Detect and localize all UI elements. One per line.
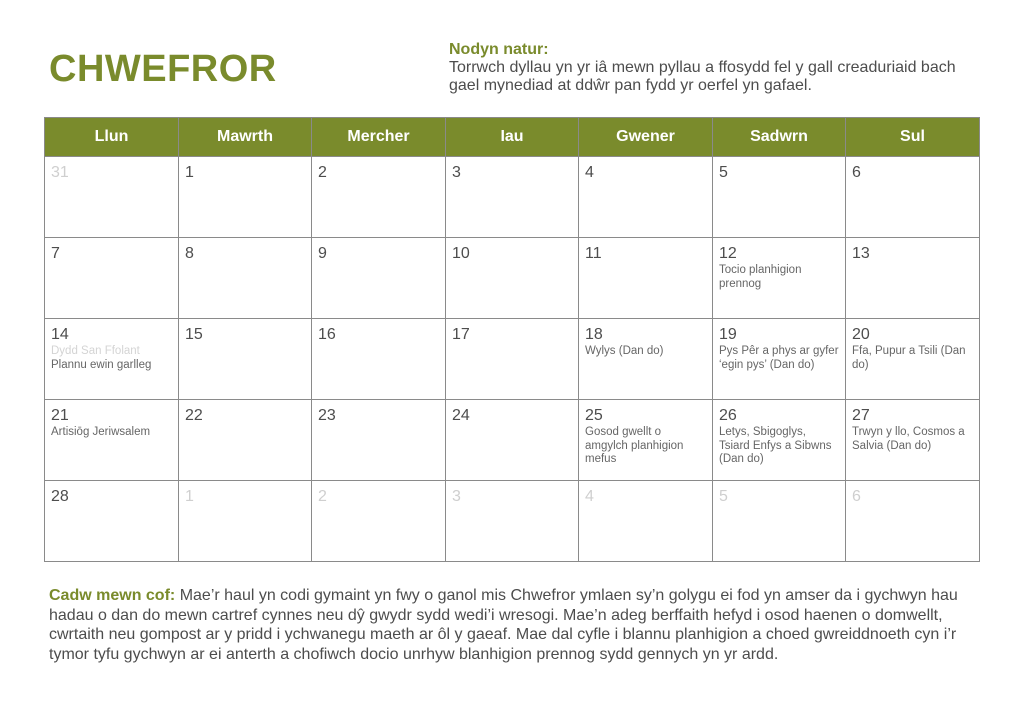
day-number: 18 [585, 326, 603, 343]
calendar-day-cell[interactable] [579, 319, 713, 400]
weekday-header: Mercher [312, 118, 446, 157]
calendar-day-cell[interactable] [846, 319, 980, 400]
calendar-day-cell[interactable] [579, 481, 713, 562]
calendar-week-row [45, 157, 980, 238]
calendar-day-cell[interactable] [579, 157, 713, 238]
day-number: 1 [185, 164, 194, 181]
day-event: Artisiōg Jeriwsalem [51, 426, 151, 438]
calendar-body [45, 157, 980, 562]
calendar-day-cell[interactable] [713, 319, 846, 400]
day-number: 20 [852, 326, 870, 343]
day-number: 17 [452, 326, 470, 343]
weekday-header-row [45, 118, 980, 157]
calendar-day-cell[interactable] [446, 400, 579, 481]
calendar-day-cell[interactable] [312, 319, 446, 400]
calendar-grid [44, 117, 980, 562]
day-number: 4 [585, 164, 594, 181]
day-event: Wylys (Dan do) [585, 345, 664, 357]
weekday-header: Gwener [579, 118, 713, 157]
calendar-day-cell[interactable] [45, 400, 179, 481]
calendar-week-row [45, 319, 980, 400]
calendar-day-cell[interactable] [45, 319, 179, 400]
calendar-day-cell[interactable] [179, 157, 312, 238]
day-number: 3 [452, 488, 461, 505]
weekday-header: Llun [45, 118, 179, 157]
day-number: 3 [452, 164, 461, 181]
calendar-day-cell[interactable] [713, 157, 846, 238]
day-number: 8 [185, 245, 194, 262]
weekday-header: Mawrth [179, 118, 312, 157]
calendar-day-cell[interactable] [846, 157, 980, 238]
day-number: 12 [719, 245, 737, 262]
day-number: 6 [852, 488, 861, 505]
day-event: Dydd San Ffolant [51, 345, 140, 357]
day-number: 25 [585, 407, 603, 424]
calendar-week-row [45, 238, 980, 319]
calendar-day-cell[interactable] [446, 157, 579, 238]
calendar-day-cell[interactable] [312, 238, 446, 319]
calendar-week-row [45, 400, 980, 481]
day-number: 27 [852, 407, 870, 424]
calendar-day-cell[interactable] [312, 157, 446, 238]
day-number: 31 [51, 164, 69, 181]
calendar-day-cell[interactable] [446, 319, 579, 400]
day-event: Gosod gwellt o amgylch planhigion mefus [585, 426, 684, 465]
calendar-day-cell[interactable] [312, 481, 446, 562]
calendar-week-row [45, 481, 980, 562]
day-number: 19 [719, 326, 737, 343]
day-number: 2 [318, 488, 327, 505]
nature-note-text: Torrwch dyllau yn yr iâ mewn pyllau a ffosydd fel y gall creaduriaid bach gael mynediad at ddŵr pan fydd yr oerfel yn gafael. [449, 59, 956, 94]
day-number: 5 [719, 488, 728, 505]
calendar-day-cell[interactable] [446, 238, 579, 319]
calendar-day-cell[interactable] [846, 400, 980, 481]
day-number: 2 [318, 164, 327, 181]
day-number: 28 [51, 488, 69, 505]
day-event: Letys, Sbigoglys, Tsiard Enfys a Sibwns (Dan do) [719, 426, 832, 465]
day-number: 13 [852, 245, 870, 262]
day-event: Plannu ewin garlleg [51, 358, 152, 371]
remember-text: Mae’r haul yn codi gymaint yn fwy o ganol mis Chwefror ymlaen sy’n golygu ei fod yn amser da i gychwyn hau hadau o dan do mewn cartref cynnes neu dŷ gwydr sydd wedi’i wresogi. Mae’n adeg berffaith hefyd i osod haenen o domwellt, cwrtaith neu gompost ar y pridd i ychwanegu maeth ar ôl y gaeaf. Mae dal cyfle i blannu planhigion a choed gwreiddnoeth cyn i’r tymor tyfu gychwyn ar ei anterth a chofiwch docio unrhyw blanhigion prennog sydd gennych yn yr ardd. [49, 587, 958, 663]
calendar-day-cell[interactable] [446, 481, 579, 562]
calendar-day-cell[interactable] [179, 481, 312, 562]
day-number: 11 [585, 245, 602, 262]
calendar-day-cell[interactable] [179, 400, 312, 481]
remember-label: Cadw mewn cof: [49, 587, 176, 604]
calendar-day-cell[interactable] [312, 400, 446, 481]
day-number: 24 [452, 407, 470, 424]
day-number: 26 [719, 407, 737, 424]
day-number: 16 [318, 326, 336, 343]
nature-note [449, 41, 989, 95]
remember-note [49, 586, 989, 664]
day-number: 22 [185, 407, 203, 424]
calendar-day-cell[interactable] [45, 238, 179, 319]
day-event: Ffa, Pupur a Tsili (Dan do) [852, 345, 966, 371]
day-number: 10 [452, 245, 470, 262]
calendar-day-cell[interactable] [713, 238, 846, 319]
day-number: 14 [51, 326, 69, 343]
calendar-day-cell[interactable] [846, 481, 980, 562]
day-number: 6 [852, 164, 861, 181]
day-number: 23 [318, 407, 336, 424]
calendar-day-cell[interactable] [579, 400, 713, 481]
day-number: 9 [318, 245, 327, 262]
calendar-day-cell[interactable] [713, 481, 846, 562]
calendar-day-cell[interactable] [179, 319, 312, 400]
nature-note-heading: Nodyn natur: [449, 41, 549, 58]
weekday-header: Sul [846, 118, 980, 157]
calendar-day-cell[interactable] [846, 238, 980, 319]
calendar-day-cell[interactable] [579, 238, 713, 319]
calendar-day-cell[interactable] [179, 238, 312, 319]
month-title: CHWEFROR [49, 48, 277, 90]
weekday-header: Sadwrn [713, 118, 846, 157]
calendar-day-cell[interactable] [45, 481, 179, 562]
calendar-day-cell[interactable] [45, 157, 179, 238]
day-number: 21 [51, 407, 69, 424]
day-number: 4 [585, 488, 594, 505]
day-number: 15 [185, 326, 203, 343]
day-number: 5 [719, 164, 728, 181]
day-event: Pys Pêr a phys ar gyfer ‘egin pys’ (Dan do) [719, 345, 839, 371]
day-event: Trwyn y llo, Cosmos a Salvia (Dan do) [852, 426, 965, 452]
calendar-day-cell[interactable] [713, 400, 846, 481]
day-event: Tocio planhigion prennog [719, 264, 802, 290]
day-number: 1 [185, 488, 194, 505]
weekday-header: Iau [446, 118, 579, 157]
day-number: 7 [51, 245, 60, 262]
